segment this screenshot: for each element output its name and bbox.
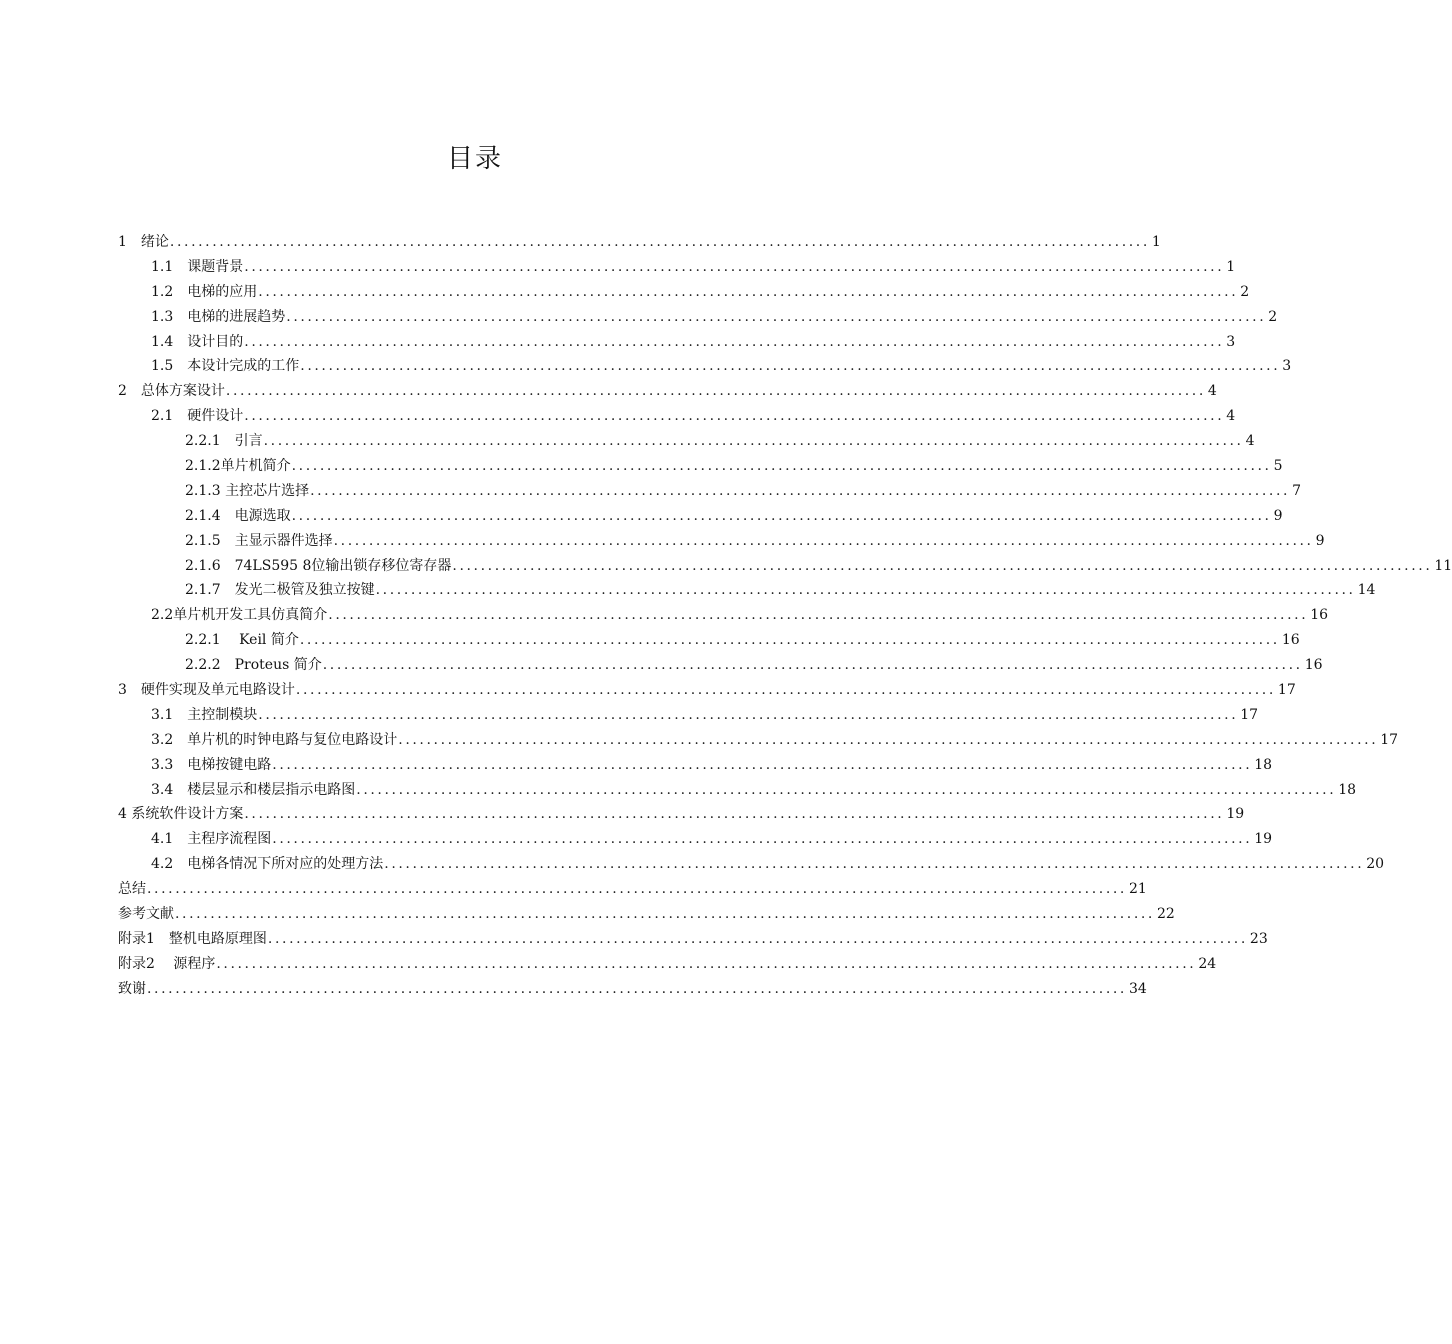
toc-entry[interactable]: [118, 679, 1296, 704]
toc-entry-label: 2.2单片机开发工具仿真简介: [151, 607, 328, 624]
toc-leader-dots: ...........................................................................................................................................: [300, 358, 1281, 375]
toc-entry-label: 2.1.4 电源选取: [185, 507, 291, 524]
toc-entry-page-number: 4: [1207, 383, 1217, 400]
toc-entry-page-number: 19: [1226, 806, 1245, 823]
toc-entry[interactable]: [118, 978, 1147, 1003]
toc-entry-label: 2 总体方案设计: [118, 383, 225, 400]
toc-entry-label: 2.1 硬件设计: [151, 408, 244, 425]
toc-leader-dots: ...........................................................................................................................................: [452, 557, 1433, 574]
toc-leader-dots: ...........................................................................................................................................: [375, 582, 1356, 599]
toc-entry[interactable]: [118, 803, 1245, 828]
table-of-contents: [118, 231, 1452, 1003]
toc-entry[interactable]: [118, 928, 1268, 953]
toc-entry-page-number: 3: [1226, 333, 1236, 350]
toc-leader-dots: ...........................................................................................................................................: [267, 930, 1248, 947]
toc-leader-dots: ...........................................................................................................................................: [175, 906, 1155, 923]
toc-leader-dots: ...........................................................................................................................................: [356, 781, 1337, 798]
toc-entry-page-number: 3: [1282, 358, 1292, 375]
toc-entry-page-number: 17: [1240, 706, 1259, 723]
toc-entry-page-number: 11: [1434, 557, 1452, 574]
toc-leader-dots: ...........................................................................................................................................: [244, 806, 1225, 823]
toc-entry[interactable]: [118, 430, 1255, 455]
toc-entry-label: 4.2 电梯各情况下所对应的处理方法: [151, 856, 384, 873]
toc-entry-page-number: 18: [1254, 756, 1273, 773]
toc-leader-dots: ...........................................................................................................................................: [258, 706, 1239, 723]
toc-entry-page-number: 20: [1366, 856, 1385, 873]
toc-entry[interactable]: [118, 505, 1283, 530]
toc-entry-label: 3.2 单片机的时钟电路与复位电路设计: [151, 731, 398, 748]
toc-entry[interactable]: [118, 281, 1250, 306]
toc-entry[interactable]: [118, 231, 1161, 256]
toc-leader-dots: ...........................................................................................................................................: [328, 607, 1309, 624]
toc-leader-dots: ...........................................................................................................................................: [258, 283, 1239, 300]
toc-leader-dots: ...........................................................................................................................................: [310, 482, 1291, 499]
toc-entry-page-number: 2: [1240, 283, 1250, 300]
toc-entry-label: 3 硬件实现及单元电路设计: [118, 682, 295, 699]
toc-entry[interactable]: [118, 256, 1236, 281]
toc-entry[interactable]: [118, 629, 1300, 654]
toc-entry-page-number: 1: [1151, 234, 1161, 250]
toc-entry-page-number: 23: [1249, 930, 1268, 947]
toc-entry-label: 参考文献: [118, 906, 174, 923]
toc-entry-page-number: 1: [1226, 258, 1236, 275]
toc-entry-page-number: 9: [1273, 507, 1283, 524]
toc-leader-dots: ...........................................................................................................................................: [299, 632, 1280, 649]
toc-entry[interactable]: [118, 604, 1329, 629]
toc-entry[interactable]: [118, 953, 1217, 978]
toc-entry-page-number: 2: [1268, 308, 1278, 325]
toc-entry[interactable]: [118, 380, 1217, 405]
toc-leader-dots: ...........................................................................................................................................: [384, 856, 1365, 873]
toc-entry-label: 1.3 电梯的进展趋势: [151, 308, 286, 325]
toc-entry[interactable]: [118, 355, 1292, 380]
toc-entry-page-number: 34: [1128, 980, 1147, 997]
toc-leader-dots: ...........................................................................................................................................: [216, 955, 1197, 972]
toc-entry-label: 1.5 本设计完成的工作: [151, 358, 300, 375]
toc-entry[interactable]: [118, 405, 1236, 430]
toc-leader-dots: ...........................................................................................................................................: [244, 408, 1225, 425]
toc-leader-dots: ...........................................................................................................................................: [225, 383, 1206, 400]
toc-entry-label: 1 绪论: [118, 234, 169, 250]
toc-entry-label: 2.1.2单片机简介: [185, 458, 291, 475]
toc-entry-page-number: 9: [1315, 532, 1325, 549]
toc-entry[interactable]: [118, 828, 1273, 853]
toc-leader-dots: ...........................................................................................................................................: [291, 458, 1272, 475]
toc-entry-page-number: 17: [1380, 731, 1399, 748]
toc-leader-dots: ...........................................................................................................................................: [263, 433, 1244, 450]
toc-entry-label: 2.1.7 发光二极管及独立按键: [185, 582, 375, 599]
toc-title: 目录: [446, 144, 503, 174]
toc-entry[interactable]: [118, 903, 1175, 928]
toc-entry-page-number: 4: [1226, 408, 1236, 425]
toc-entry-page-number: 22: [1156, 906, 1175, 923]
toc-leader-dots: ...........................................................................................................................................: [398, 731, 1379, 748]
toc-entry[interactable]: [118, 729, 1399, 754]
toc-leader-dots: ...........................................................................................................................................: [272, 756, 1253, 773]
toc-leader-dots: ...........................................................................................................................................: [169, 234, 1150, 250]
toc-entry-page-number: 16: [1304, 657, 1323, 674]
toc-entry-label: 2.2.1 引言: [185, 433, 263, 450]
toc-entry-page-number: 19: [1254, 831, 1273, 848]
toc-entry-label: 4.1 主程序流程图: [151, 831, 272, 848]
toc-entry-page-number: 21: [1128, 881, 1147, 898]
toc-entry-label: 2.2.1 Keil 简介: [185, 632, 299, 649]
toc-entry-label: 3.1 主控制模块: [151, 706, 258, 723]
toc-entry-page-number: 16: [1281, 632, 1300, 649]
toc-leader-dots: ...........................................................................................................................................: [291, 507, 1272, 524]
toc-entry-label: 2.1.6 74LS595 8位输出锁存移位寄存器: [185, 557, 452, 574]
toc-entry[interactable]: [118, 779, 1357, 804]
toc-leader-dots: ...........................................................................................................................................: [295, 682, 1276, 699]
toc-entry-label: 2.1.3 主控芯片选择: [185, 482, 310, 499]
toc-entry-page-number: 14: [1357, 582, 1376, 599]
toc-entry-page-number: 5: [1273, 458, 1283, 475]
toc-entry[interactable]: [118, 306, 1278, 331]
toc-leader-dots: ...........................................................................................................................................: [244, 258, 1225, 275]
toc-entry-page-number: 18: [1338, 781, 1357, 798]
toc-entry-page-number: 24: [1198, 955, 1217, 972]
toc-leader-dots: ...........................................................................................................................................: [244, 333, 1225, 350]
toc-entry[interactable]: [118, 555, 1452, 580]
toc-leader-dots: ...........................................................................................................................................: [286, 308, 1267, 325]
toc-entry-page-number: 16: [1310, 607, 1329, 624]
toc-entry-label: 1.1 课题背景: [151, 258, 244, 275]
toc-entry-label: 附录1 整机电路原理图: [118, 930, 267, 947]
toc-leader-dots: ...........................................................................................................................................: [147, 881, 1127, 898]
toc-entry[interactable]: [118, 853, 1385, 878]
toc-entry-label: 4 系统软件设计方案: [118, 806, 244, 823]
toc-entry[interactable]: [118, 530, 1325, 555]
toc-leader-dots: ...........................................................................................................................................: [147, 980, 1127, 997]
toc-entry-page-number: 17: [1277, 682, 1296, 699]
toc-entry-page-number: 7: [1292, 482, 1301, 499]
toc-entry-label: 2.2.2 Proteus 简介: [185, 657, 322, 674]
toc-entry[interactable]: [118, 579, 1376, 604]
toc-entry[interactable]: [118, 754, 1273, 779]
toc-entry-label: 致谢: [118, 980, 146, 997]
toc-entry[interactable]: [118, 455, 1283, 480]
toc-entry-label: 3.4 楼层显示和楼层指示电路图: [151, 781, 356, 798]
toc-entry-label: 1.4 设计目的: [151, 333, 244, 350]
toc-leader-dots: ...........................................................................................................................................: [322, 657, 1303, 674]
toc-entry[interactable]: [118, 331, 1236, 356]
toc-leader-dots: ...........................................................................................................................................: [333, 532, 1314, 549]
toc-entry[interactable]: [118, 878, 1147, 903]
toc-entry-label: 1.2 电梯的应用: [151, 283, 258, 300]
toc-entry[interactable]: [118, 704, 1259, 729]
toc-entry-label: 2.1.5 主显示器件选择: [185, 532, 333, 549]
toc-entry[interactable]: [118, 480, 1301, 505]
toc-entry[interactable]: [118, 654, 1323, 679]
toc-entry-label: 总结: [118, 881, 146, 898]
toc-entry-label: 附录2 源程序: [118, 955, 216, 972]
toc-entry-label: 3.3 电梯按键电路: [151, 756, 272, 773]
toc-leader-dots: ...........................................................................................................................................: [272, 831, 1253, 848]
toc-entry-page-number: 4: [1245, 433, 1255, 450]
